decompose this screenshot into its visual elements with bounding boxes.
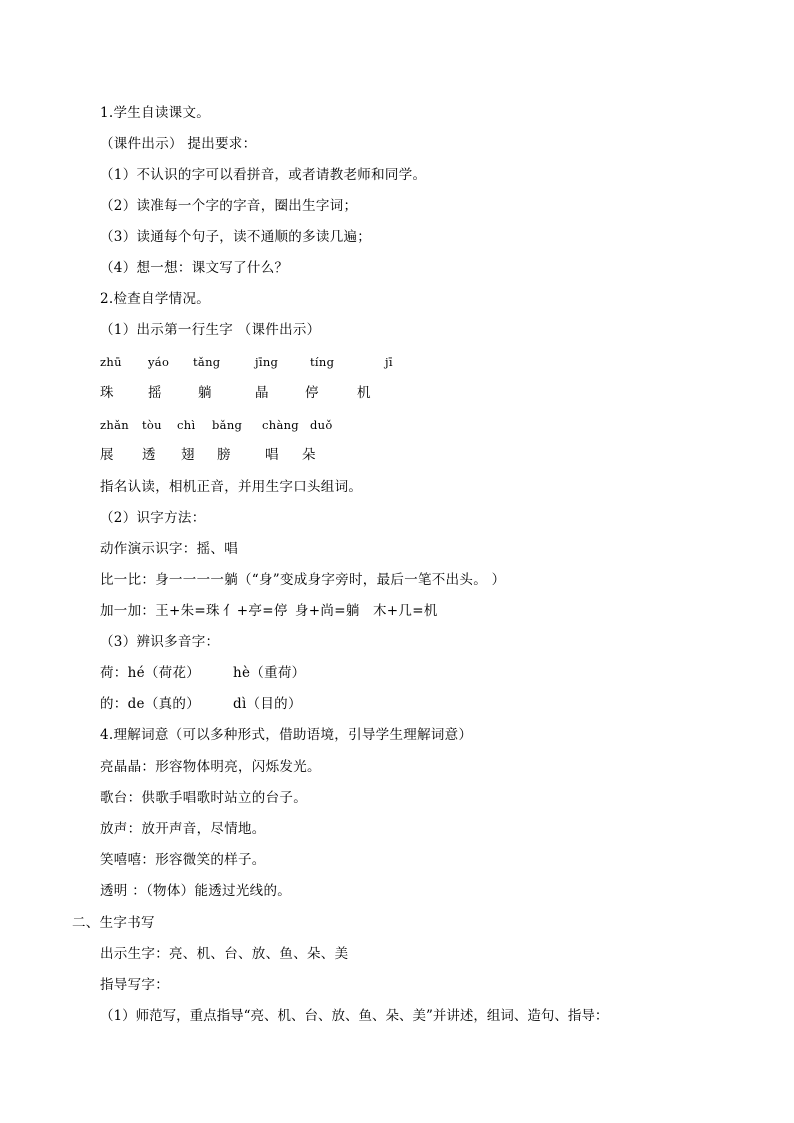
pinyin-word: chì bbox=[177, 418, 196, 432]
new-character: 躺 bbox=[198, 385, 212, 401]
method-title: （2）识字方法： bbox=[100, 510, 206, 526]
pinyin-word: tǎng bbox=[193, 355, 221, 369]
new-character: 透 bbox=[142, 447, 156, 463]
method-compare: 比一比：身一一一一躺（“身”变成身字旁时，最后一笔不出头。 ） bbox=[100, 572, 506, 588]
pinyin-word: chàng bbox=[262, 418, 299, 432]
row-1-title: （1）出示第一行生字 （课件出示） bbox=[100, 322, 321, 338]
pinyin-word: zhǎn bbox=[100, 418, 129, 432]
add-formula: 木+几=机 bbox=[373, 603, 438, 619]
requirement-3: （3）读通每个句子，读不通顺的多读几遍； bbox=[100, 229, 372, 245]
chars-row-2 bbox=[100, 445, 316, 465]
add-formula: 身+尚=躺 bbox=[295, 603, 360, 619]
method-action: 动作演示识字：摇、唱 bbox=[100, 541, 238, 557]
new-character: 摇 bbox=[148, 385, 162, 401]
writing-guide-title: 指导写字： bbox=[100, 977, 169, 993]
polyphone-de bbox=[100, 694, 302, 714]
step-1-heading: 1.学生自读课文。 bbox=[100, 105, 211, 121]
polyphone-reading: 的：de（真的） bbox=[100, 696, 201, 712]
requirement-4: （4）想一想：课文写了什么？ bbox=[100, 260, 289, 276]
polyphone-reading: dì（目的） bbox=[233, 696, 302, 712]
new-character: 停 bbox=[305, 385, 319, 401]
section-2-heading: 二、生字书写 bbox=[72, 915, 155, 931]
word-definition: 透明 ：（物体）能透过光线的。 bbox=[100, 883, 292, 899]
pinyin-word: jī bbox=[385, 355, 393, 369]
show-characters: 出示生字：亮、机、台、放、鱼、朵、美 bbox=[100, 946, 349, 962]
word-definition: 笑嘻嘻：形容微笑的样子。 bbox=[100, 852, 266, 868]
pinyin-word: zhū bbox=[100, 355, 122, 369]
word-definition: 放声：放开声音，尽情地。 bbox=[100, 821, 266, 837]
pinyin-word: yáo bbox=[148, 355, 170, 369]
step-2-heading: 2.检查自学情况。 bbox=[100, 291, 211, 307]
pinyin-word: tòu bbox=[142, 418, 162, 432]
polyphone-he bbox=[100, 663, 305, 683]
pinyin-word: jīng bbox=[255, 355, 279, 369]
new-character: 朵 bbox=[302, 447, 316, 463]
new-character: 唱 bbox=[265, 447, 279, 463]
pinyin-word: duǒ bbox=[310, 418, 333, 432]
new-character: 机 bbox=[357, 385, 371, 401]
polyphone-reading: hè（重荷） bbox=[233, 665, 306, 681]
new-character: 翅 bbox=[181, 447, 195, 463]
polyphone-title: （3）辨识多音字： bbox=[100, 634, 220, 650]
polyphone-reading: 荷：hé（荷花） bbox=[100, 665, 201, 681]
step-1-requirement-intro: （课件出示） 提出要求： bbox=[100, 136, 257, 152]
requirement-2: （2）读准每一个字的字音，圈出生字词； bbox=[100, 198, 358, 214]
pinyin-word: bǎng bbox=[212, 418, 243, 432]
method-add bbox=[100, 601, 438, 621]
pinyin-word: tíng bbox=[310, 355, 335, 369]
add-formula: 加一加：王+朱=珠 bbox=[100, 603, 220, 619]
word-definition: 亮晶晶：形容物体明亮，闪烁发光。 bbox=[100, 759, 321, 775]
step-4-heading: 4.理解词意（可以多种形式，借助语境，引导学生理解词意） bbox=[100, 727, 473, 743]
pinyin-row-2 bbox=[100, 415, 333, 435]
add-formula: 亻+亭=停 bbox=[223, 603, 288, 619]
writing-guide-1: （1）师范写，重点指导“亮、机、台、放、鱼、朵、美”并讲述，组词、造句、指导： bbox=[100, 1008, 609, 1024]
requirement-1: （1）不认识的字可以看拼音，或者请教老师和同学。 bbox=[100, 167, 427, 183]
new-character: 展 bbox=[100, 447, 114, 463]
new-character: 膀 bbox=[217, 447, 231, 463]
word-definition: 歌台：供歌手唱歌时站立的台子。 bbox=[100, 790, 307, 806]
read-aloud-note: 指名认读，相机正音，并用生字口头组词。 bbox=[100, 479, 363, 495]
chars-row-1 bbox=[100, 383, 371, 403]
new-character: 珠 bbox=[100, 385, 114, 401]
new-character: 晶 bbox=[255, 385, 269, 401]
pinyin-row-1 bbox=[100, 352, 393, 372]
